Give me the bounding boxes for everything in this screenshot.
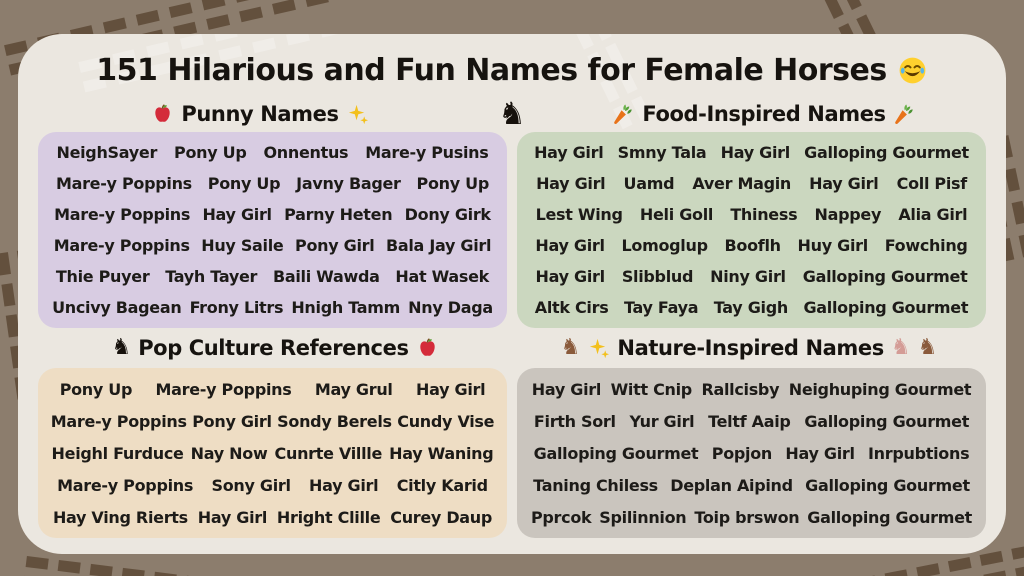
horse-name: Alia Girl bbox=[898, 205, 968, 224]
top-panels bbox=[38, 132, 986, 328]
horse-name: Citly Karid bbox=[396, 475, 488, 495]
horse-name: Aver Magin bbox=[692, 174, 792, 193]
horse-name: Uamd bbox=[623, 174, 675, 193]
name-row bbox=[48, 444, 497, 463]
apple-icon bbox=[416, 337, 439, 360]
name-row bbox=[527, 205, 976, 224]
horse-name: Slibblud bbox=[621, 267, 694, 286]
bottom-panels bbox=[38, 368, 986, 538]
horse-name: Baili Wawda bbox=[272, 267, 380, 286]
sparkles-icon bbox=[346, 103, 369, 126]
horse-name: Galloping Gourmet bbox=[803, 298, 969, 317]
horse-name: Hay Girl bbox=[536, 174, 606, 193]
horse-name: Hay Girl bbox=[309, 475, 379, 495]
horse-name: Mare-y Pusins bbox=[365, 143, 489, 162]
name-row bbox=[48, 236, 497, 255]
horse-name: Galloping Gourmet bbox=[804, 411, 970, 431]
horse-name: Galloping Gourmet bbox=[804, 143, 969, 162]
section-title: Food-Inspired Names bbox=[642, 102, 886, 126]
horse-name: Hay Girl bbox=[809, 174, 879, 193]
horse-name: Huy Girl bbox=[797, 236, 868, 255]
section-title: Nature-Inspired Names bbox=[617, 336, 884, 360]
pop-culture-header bbox=[38, 336, 512, 360]
horse-name: Niny Girl bbox=[710, 267, 786, 286]
name-row bbox=[527, 174, 976, 193]
page-title: 151 Hilarious and Fun Names for Female Horses bbox=[96, 52, 887, 88]
horse-name: Frony Litrs bbox=[189, 298, 284, 317]
horse-name: Sony Girl bbox=[211, 475, 291, 495]
horse-name: Hnigh Tamm bbox=[291, 298, 401, 317]
horse-name: Hay Girl bbox=[534, 143, 604, 162]
horse-name: Mare-y Poppins bbox=[54, 205, 191, 224]
horse-name: Pony Girl bbox=[295, 236, 375, 255]
horse-name: Hay Girl bbox=[197, 507, 268, 527]
horse-name: Teltf Aaip bbox=[708, 411, 791, 431]
divider-horse bbox=[482, 95, 542, 132]
joy-emoji-icon bbox=[897, 55, 928, 86]
title-row bbox=[38, 44, 986, 96]
horse-name: Pony Up bbox=[59, 379, 133, 399]
horse-name: Hay Girl bbox=[531, 379, 602, 399]
horse-name: Hay Girl bbox=[535, 236, 605, 255]
horse-name: Inrpubtions bbox=[868, 443, 970, 463]
horse-name: Onnentus bbox=[263, 143, 349, 162]
horse-name: Hay Waning bbox=[389, 443, 494, 463]
apple-icon bbox=[151, 103, 174, 126]
horse-name: Tay Faya bbox=[623, 298, 699, 317]
horse-name: Mare-y Poppins bbox=[155, 379, 292, 399]
horse-name: Hay Girl bbox=[720, 143, 790, 162]
carrot-icon bbox=[893, 103, 916, 126]
horse-name: Huy Saile bbox=[201, 236, 284, 255]
pop-culture-panel bbox=[38, 368, 507, 538]
name-row bbox=[527, 267, 976, 286]
name-row bbox=[48, 476, 497, 495]
horse-name: Uncivy Bagean bbox=[52, 298, 182, 317]
horse-name: Cundy Vise bbox=[397, 411, 495, 431]
name-row bbox=[527, 508, 976, 527]
pink-horse-icon: ♞ bbox=[890, 335, 911, 360]
tire-track bbox=[23, 556, 305, 576]
horse-name: Coll Pisf bbox=[896, 174, 967, 193]
horse-name: Pony Up bbox=[207, 174, 281, 193]
horse-name: Nappey bbox=[814, 205, 882, 224]
horse-name: Pony Girl bbox=[192, 411, 272, 431]
top-section-headers bbox=[38, 96, 986, 132]
horse-name: Tay Gigh bbox=[713, 298, 788, 317]
horse-name: Thiness bbox=[730, 205, 798, 224]
food-names-header bbox=[542, 102, 986, 126]
name-row bbox=[527, 412, 976, 431]
horse-name: Hat Wasek bbox=[395, 267, 490, 286]
horse-name: Galloping Gourmet bbox=[807, 507, 973, 527]
horse-name: Mare-y Poppins bbox=[53, 236, 190, 255]
horse-name: Booflh bbox=[724, 236, 781, 255]
name-row bbox=[527, 476, 976, 495]
horse-name: Mare-y Poppins bbox=[57, 475, 194, 495]
horse-name: Lomoglup bbox=[621, 236, 708, 255]
horse-name: Lest Wing bbox=[535, 205, 623, 224]
horse-name: May Grul bbox=[314, 379, 393, 399]
horse-name: Bala Jay Girl bbox=[385, 236, 492, 255]
horse-name: Hay Girl bbox=[535, 267, 605, 286]
food-names-panel bbox=[517, 132, 986, 328]
horse-name: Smny Tala bbox=[617, 143, 707, 162]
name-row bbox=[527, 143, 976, 162]
horse-name: Galloping Gourmet bbox=[533, 443, 699, 463]
horse-name: Toip brswon bbox=[694, 507, 800, 527]
punny-names-header bbox=[38, 102, 482, 126]
name-row bbox=[527, 444, 976, 463]
horse-name: Hright Clille bbox=[276, 507, 381, 527]
horse-name: Sondy Berels bbox=[277, 411, 392, 431]
carrot-icon bbox=[612, 103, 635, 126]
horse-name: Mare-y Poppins bbox=[55, 174, 192, 193]
name-row bbox=[48, 143, 497, 162]
horse-name: Parny Heten bbox=[284, 205, 393, 224]
name-row bbox=[48, 205, 497, 224]
horse-name: Curey Daup bbox=[390, 507, 493, 527]
horse-name: Heli Goll bbox=[639, 205, 714, 224]
horse-name: Taning Chiless bbox=[533, 475, 658, 495]
horse-name: Pprcok bbox=[530, 507, 592, 527]
section-title: Pop Culture References bbox=[138, 336, 409, 360]
horse-name: Nny Daga bbox=[408, 298, 493, 317]
horse-name: Galloping Gourmet bbox=[805, 475, 970, 495]
bottom-section-headers bbox=[38, 328, 986, 368]
horse-name: Witt Cnip bbox=[610, 379, 692, 399]
name-row bbox=[48, 508, 497, 527]
horse-name: Altk Cirs bbox=[534, 298, 609, 317]
horse-name: Hay Girl bbox=[416, 379, 486, 399]
horse-name: Firth Sorl bbox=[533, 411, 616, 431]
horse-name: Galloping Gourmet bbox=[802, 267, 968, 286]
horse-name: Rallcisby bbox=[701, 379, 780, 399]
horse-name: Spilinnion bbox=[599, 507, 687, 527]
brown-horse-icon: ♞ bbox=[917, 335, 938, 360]
name-row bbox=[48, 412, 497, 431]
punny-names-panel bbox=[38, 132, 507, 328]
horse-name: Neighuping Gourmet bbox=[788, 379, 972, 399]
horse-name: Hay Girl bbox=[785, 443, 855, 463]
horse-name: NeighSayer bbox=[56, 143, 158, 162]
name-row bbox=[527, 236, 976, 255]
horse-name: Cunrte Villle bbox=[274, 443, 383, 463]
horse-name: Thie Puyer bbox=[55, 267, 150, 286]
black-horse-icon: ♞ bbox=[111, 335, 132, 360]
horse-name: Mare-y Poppins bbox=[50, 411, 187, 431]
name-row bbox=[48, 267, 497, 286]
horse-name: Popjon bbox=[711, 443, 773, 463]
name-row bbox=[48, 298, 497, 317]
horse-name: Hay Ving Rierts bbox=[52, 507, 188, 527]
name-row bbox=[48, 174, 497, 193]
sparkles-icon bbox=[587, 337, 610, 360]
black-horse-icon: ♞ bbox=[498, 95, 526, 132]
brown-horse-icon: ♞ bbox=[560, 335, 581, 360]
horse-name: Yur Girl bbox=[629, 411, 695, 431]
horse-name: Heighl Furduce bbox=[51, 443, 184, 463]
horse-name: Fowching bbox=[884, 236, 968, 255]
name-row bbox=[527, 298, 976, 317]
name-row bbox=[48, 380, 497, 399]
name-row bbox=[527, 380, 976, 399]
horse-name: Dony Girk bbox=[404, 205, 491, 224]
horse-name: Hay Girl bbox=[202, 205, 272, 224]
poster-card bbox=[18, 34, 1006, 554]
nature-names-header bbox=[512, 336, 986, 360]
horse-name: Javny Bager bbox=[296, 174, 401, 193]
horse-name: Tayh Tayer bbox=[165, 267, 258, 286]
horse-name: Nay Now bbox=[190, 443, 268, 463]
nature-names-panel bbox=[517, 368, 986, 538]
horse-name: Pony Up bbox=[416, 174, 490, 193]
horse-name: Pony Up bbox=[174, 143, 247, 162]
horse-name: Deplan Aipind bbox=[670, 475, 793, 495]
section-title: Punny Names bbox=[181, 102, 339, 126]
